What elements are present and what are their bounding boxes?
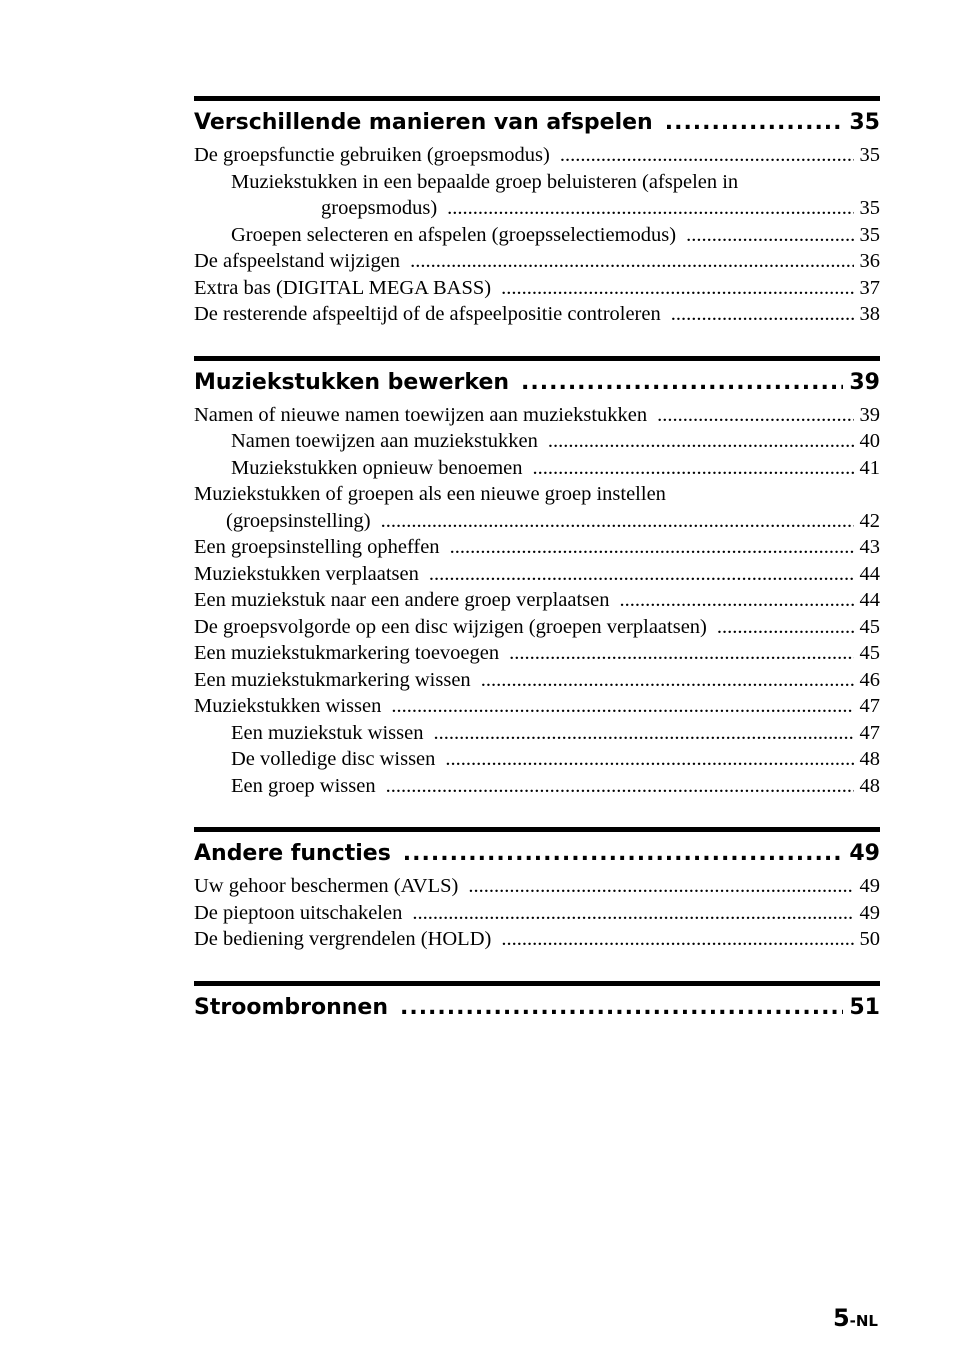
toc-entry[interactable] — [194, 142, 880, 169]
entry-title: Een groepsinstelling opheffen — [194, 536, 440, 558]
section-heading[interactable] — [194, 366, 880, 400]
leader-dots — [410, 248, 853, 275]
toc-entry[interactable] — [194, 640, 880, 667]
toc-entry[interactable] — [194, 455, 880, 482]
leader-dots — [381, 508, 854, 535]
leader-dots — [391, 693, 853, 720]
entry-title: Groepen selecteren en afspelen (groepsselectiemodus) — [231, 223, 677, 246]
leader-dots — [468, 873, 853, 900]
section-heading[interactable] — [194, 837, 880, 871]
entry-title: Een muziekstukmarkering wissen — [194, 668, 471, 691]
toc-entry[interactable] — [194, 561, 880, 588]
entry-title: Muziekstukken of groepen als een nieuwe groep instellen — [194, 483, 666, 505]
toc-entry[interactable] — [194, 275, 880, 302]
section-title: Muziekstukken bewerken — [194, 369, 510, 395]
leader-dots — [445, 746, 853, 773]
toc-entry[interactable] — [194, 720, 880, 747]
toc-entry[interactable] — [194, 587, 880, 614]
entry-page: 44 — [859, 589, 880, 611]
entry-page: 35 — [859, 197, 880, 219]
entry-page: 47 — [859, 695, 880, 717]
entry-title: Een muziekstuk wissen — [231, 721, 424, 744]
toc-entry[interactable] — [194, 667, 880, 694]
leader-dots — [717, 614, 854, 641]
leader-dots — [386, 773, 854, 800]
section-rule — [194, 356, 880, 361]
entry-page: 40 — [859, 430, 880, 452]
entry-title: Muziekstukken opnieuw benoemen — [231, 456, 523, 479]
entry-title: Muziekstukken wissen — [194, 695, 382, 717]
entry-page: 36 — [859, 250, 880, 272]
entry-page: 39 — [859, 403, 880, 426]
entry-title-cont: (groepsinstelling) — [226, 509, 371, 532]
section-title: Verschillende manieren van afspelen — [194, 110, 653, 135]
section-page: 35 — [849, 110, 880, 135]
section-heading[interactable] — [194, 106, 880, 140]
entry-page: 45 — [859, 615, 880, 638]
toc-entry[interactable] — [194, 402, 880, 429]
toc-entry[interactable] — [194, 873, 880, 900]
leader-dots — [671, 301, 854, 328]
entry-title: Muziekstukken in een bepaalde groep beluisteren (afspelen in — [231, 170, 739, 193]
toc-entry[interactable] — [194, 222, 880, 249]
entry-page: 49 — [859, 901, 880, 924]
leader-dots — [657, 402, 853, 429]
section-title: Andere functies — [194, 841, 391, 866]
section-heading[interactable] — [194, 991, 880, 1025]
leader-dots — [447, 195, 853, 222]
entry-title: Muziekstukken verplaatsen — [194, 562, 419, 585]
leader-dots — [429, 561, 854, 588]
entry-title: De volledige disc wissen — [231, 748, 436, 770]
leader-dots — [400, 991, 843, 1025]
leader-dots — [620, 587, 854, 614]
entry-title: Extra bas (DIGITAL MEGA BASS) — [194, 276, 492, 299]
leader-dots — [532, 455, 853, 482]
entry-page: 35 — [859, 223, 880, 246]
toc-entry[interactable] — [194, 301, 880, 328]
entry-title: Uw gehoor beschermen (AVLS) — [194, 875, 459, 897]
leader-dots — [548, 428, 854, 455]
entry-page: 48 — [859, 774, 880, 797]
toc-section-andere — [194, 827, 880, 953]
entry-title: De afspeelstand wijzigen — [194, 250, 401, 272]
section-rule — [194, 96, 880, 101]
toc-section-verschillende — [194, 96, 880, 328]
table-of-contents — [194, 96, 880, 1053]
entry-page: 38 — [859, 303, 880, 325]
entry-page: 44 — [859, 562, 880, 585]
entry-page: 50 — [859, 928, 880, 950]
leader-dots — [501, 926, 853, 953]
toc-entry[interactable] — [194, 481, 880, 534]
page-number-suffix: -NL — [849, 1312, 878, 1330]
toc-entry[interactable] — [194, 169, 880, 222]
entry-title: Een muziekstukmarkering toevoegen — [194, 642, 500, 664]
entry-title: De resterende afspeeltijd of de afspeelpositie controleren — [194, 303, 661, 325]
section-rule — [194, 827, 880, 832]
toc-entry[interactable] — [194, 693, 880, 720]
leader-dots — [403, 837, 844, 871]
leader-dots — [501, 275, 853, 302]
section-rule — [194, 981, 880, 986]
toc-entry[interactable] — [194, 248, 880, 275]
entry-page: 37 — [859, 276, 880, 299]
entry-title: Namen toewijzen aan muziekstukken — [231, 430, 538, 452]
entry-title: Een muziekstuk naar een andere groep verplaatsen — [194, 589, 610, 611]
entry-page: 35 — [859, 144, 880, 166]
section-page: 49 — [849, 841, 880, 866]
leader-dots — [686, 222, 853, 249]
toc-section-stroombronnen — [194, 981, 880, 1025]
toc-entry[interactable] — [194, 900, 880, 927]
entry-page: 49 — [859, 875, 880, 897]
section-title: Stroombronnen — [194, 994, 388, 1020]
entry-page: 47 — [859, 721, 880, 744]
toc-entry[interactable] — [194, 746, 880, 773]
page-number-value: 5 — [832, 1304, 850, 1332]
leader-dots — [665, 106, 844, 140]
page-number — [833, 1304, 878, 1332]
leader-dots — [433, 720, 853, 747]
section-page: 51 — [849, 994, 880, 1020]
entry-page: 43 — [859, 536, 880, 558]
leader-dots — [509, 640, 853, 667]
toc-entry[interactable] — [194, 534, 880, 561]
entry-page: 42 — [859, 509, 880, 532]
entry-title: De groepsfunctie gebruiken (groepsmodus) — [194, 144, 550, 166]
toc-entry[interactable] — [194, 926, 880, 953]
toc-section-bewerken — [194, 356, 880, 800]
entry-page: 45 — [859, 642, 880, 664]
section-page: 39 — [849, 369, 880, 395]
toc-entry[interactable] — [194, 773, 880, 800]
entry-title: De pieptoon uitschakelen — [194, 901, 403, 924]
entry-title: Een groep wissen — [231, 774, 376, 797]
entry-page: 46 — [859, 668, 880, 691]
entry-page: 41 — [859, 456, 880, 479]
leader-dots — [412, 900, 853, 927]
leader-dots — [481, 667, 854, 694]
toc-entry[interactable] — [194, 614, 880, 641]
entry-title: Namen of nieuwe namen toewijzen aan muziekstukken — [194, 403, 648, 426]
entry-title: De groepsvolgorde op een disc wijzigen (groepen verplaatsen) — [194, 615, 707, 638]
entry-title-cont: groepsmodus) — [321, 197, 438, 219]
toc-entry[interactable] — [194, 428, 880, 455]
leader-dots — [450, 534, 854, 561]
entry-page: 48 — [859, 748, 880, 770]
entry-title: De bediening vergrendelen (HOLD) — [194, 928, 492, 950]
leader-dots — [521, 366, 843, 400]
leader-dots — [560, 142, 854, 169]
